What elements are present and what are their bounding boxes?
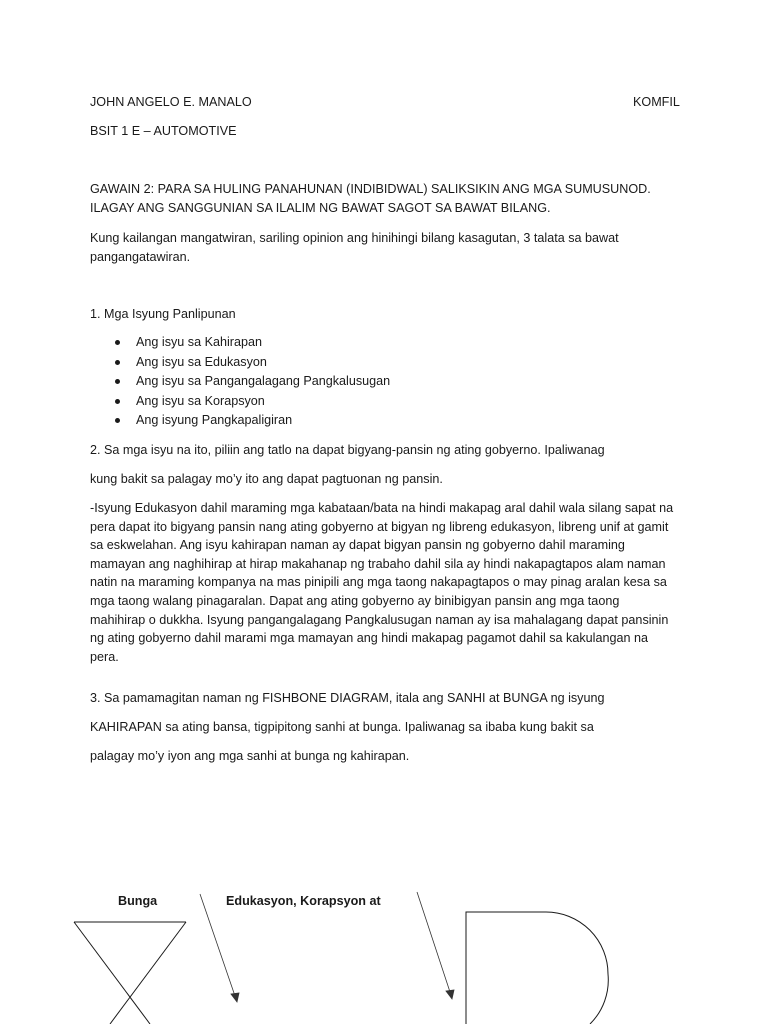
question-3-line-3: palagay mo’y iyon ang mga sanhi at bunga ng kahirapan. [90, 749, 410, 763]
question-2-line-2: kung bakit sa palagay mo’y ito ang dapat pagtuonan ng pansin. [90, 472, 443, 486]
bullet-icon [115, 360, 120, 365]
hourglass-shape [74, 922, 186, 1024]
fishbone-diagram [0, 860, 768, 1024]
diagram-label-bunga: Bunga [118, 894, 158, 908]
arrow-line-left [200, 894, 239, 1002]
instruction-note: Kung kailangan mangatwiran, sariling opinion ang hinihingi bilang kasagutan, 3 talata sa bawat pangangatawiran. [90, 231, 619, 264]
question-1-heading: 1. Mga Isyung Panlipunan [90, 307, 236, 321]
activity-title: GAWAIN 2: PARA SA HULING PANAHUNAN (INDIBIDWAL) SALIKSIKIN ANG MGA SUMUSUNOD. ILAGAY ANG SANGGUNIAN SA ILALIM NG BAWAT SAGOT SA BAWAT BILANG. [90, 182, 651, 215]
social-issues-list [90, 333, 390, 431]
diagram-label-causes: Edukasyon, Korapsyon at [226, 894, 381, 908]
list-item: Ang isyu sa Kahirapan [90, 333, 390, 353]
question-3-line-2: KAHIRAPAN sa ating bansa, tigpipitong sanhi at bunga. Ipaliwanag sa ibaba kung bakit sa [90, 720, 594, 734]
question-3-line-1: 3. Sa pamamagitan naman ng FISHBONE DIAGRAM, itala ang SANHI at BUNGA ng isyung [90, 691, 605, 705]
bullet-icon [115, 340, 120, 345]
section-label: BSIT 1 E – AUTOMOTIVE [90, 124, 237, 138]
list-item: Ang isyu sa Pangangalagang Pangkalusugan [90, 372, 390, 392]
question-2-answer: -Isyung Edukasyon dahil maraming mga kabataan/bata na hindi makapag aral dahil wala silang sapat na pera dapat ito bigyang pansin nang ating gobyerno at bigyan ng libreng edukasyon, libreng unif at gamit sa eskwelahan. Ang isyu kahirapan naman ay dapat bigyan pansin ng gobyerno dahil maraming mamayan ang naghihirap at hirap makahanap ng trabaho dahil sila ay hindi nakapagtapos alam naman natin na maraming kompanya na mas pinipili ang mga taong nakapagtapos o may pinag aralan kesa sa mga taong walang pinagaralan. Dapat ang ating gobyerno ay binibigyan pansin ang mga taong mahihirap o dukkha. Isyung pangangalagang Pangkalusugan naman ay isa mahalagang dapat pansinin ng ating gobyerno dahil marami mga mamayan ang hindi makapag pagamot dahil sa kakulangan na pera. [90, 501, 674, 664]
list-item: Ang isyu sa Korapsyon [90, 392, 390, 412]
bullet-icon [115, 399, 120, 404]
author-name: JOHN ANGELO E. MANALO [90, 95, 252, 109]
list-item: Ang isyu sa Edukasyon [90, 353, 390, 373]
fish-head-shape [466, 912, 608, 1024]
bullet-icon [115, 418, 120, 423]
question-2-line-1: 2. Sa mga isyu na ito, piliin ang tatlo na dapat bigyang-pansin ng ating gobyerno. Ipaliwanag [90, 443, 605, 457]
course-code: KOMFIL [633, 95, 680, 109]
bullet-icon [115, 379, 120, 384]
arrow-line-right [417, 892, 454, 999]
list-item: Ang isyung Pangkapaligiran [90, 411, 390, 431]
